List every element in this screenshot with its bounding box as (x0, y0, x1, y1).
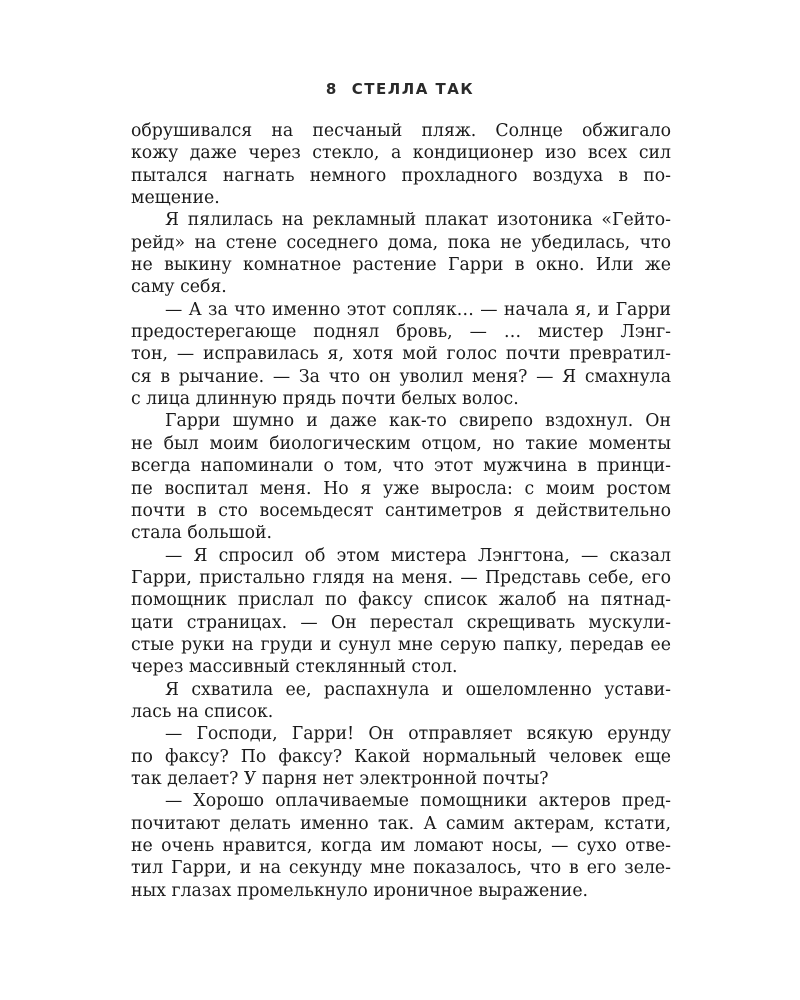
text-line: пытался нагнать немного прохладного воздуха в по- (131, 165, 671, 186)
text-line: цати страницах. — Он перестал скрещивать мускули- (131, 612, 671, 633)
text-line: предостерегающе поднял бровь, — … мистер Лэнг- (131, 322, 671, 343)
text-line: через массивный стеклянный стол. (131, 657, 458, 678)
text-line: — Господи, Гарри! Он отправляет всякую ерунду (165, 724, 671, 745)
text-line: Я схватила ее, распахнула и ошеломленно устави- (165, 679, 671, 700)
text-line: не выкину комнатное растение Гарри в окно. Или же (131, 255, 671, 276)
text-line: — Я спросил об этом мистера Лэнгтона, — сказал (165, 545, 671, 566)
text-line: ных глазах промелькнуло ироничное выражение. (131, 880, 589, 901)
text-line: так делает? У парня нет электронной почты? (131, 768, 549, 789)
text-line: обрушивался на песчаный пляж. Солнце обжигало (131, 121, 671, 141)
text-line: тон, — исправилась я, хотя мой голос почти превратил- (131, 344, 671, 365)
running-head (0, 80, 800, 98)
text-line: по факсу? По факсу? Какой нормальный человек еще (131, 746, 671, 767)
text-line: тил Гарри, и на секунду мне показалось, что в его зеле- (131, 858, 671, 879)
running-head-title: СТЕЛЛА ТАК (351, 80, 475, 98)
text-line: не очень нравится, когда им ломают носы, — сухо отве- (131, 836, 671, 856)
text-line: не был моим биологическим отцом, но такие моменты (131, 433, 671, 454)
text-line: рейд» на стене соседнего дома, пока не убедилась, что (131, 232, 671, 253)
text-line: саму себя. (131, 277, 227, 298)
text-line: стала большой. (131, 523, 272, 544)
text-line: — Хорошо оплачиваемые помощники актеров пред- (165, 791, 671, 812)
page-number: 8 (325, 80, 338, 98)
text-line: ся в рычание. — За что он уволил меня? — Я смахнула (131, 366, 671, 387)
text-line: Я пялилась на рекламный плакат изотоника «Гейто- (165, 210, 671, 231)
text-line: почитают делать именно так. А самим актерам, кстати, (131, 813, 671, 834)
body-text (131, 120, 671, 902)
text-line: стые руки на груди и сунул мне серую папку, передав ее (131, 634, 671, 655)
text-line: — А за что именно этот сопляк… — начала я, и Гарри (165, 299, 671, 320)
text-line: с лица длинную прядь почти белых волос. (131, 389, 519, 410)
text-line: помощник прислал по факсу список жалоб на пятнад- (131, 590, 671, 611)
text-line: всегда напоминали о том, что этот мужчина в принци- (131, 456, 671, 477)
text-line: Гарри шумно и даже как-то свирепо вздохнул. Он (165, 411, 671, 432)
text-line: пе воспитал меня. Но я уже выросла: с моим ростом (131, 478, 671, 499)
text-line: кожу даже через стекло, а кондиционер изо всех сил (131, 143, 671, 164)
text-line: мещение. (131, 188, 220, 209)
text-line: почти в сто восемьдесят сантиметров я действительно (131, 500, 671, 521)
text-line: лась на список. (131, 701, 274, 722)
text-line: Гарри, пристально глядя на меня. — Представь себе, его (131, 567, 671, 588)
